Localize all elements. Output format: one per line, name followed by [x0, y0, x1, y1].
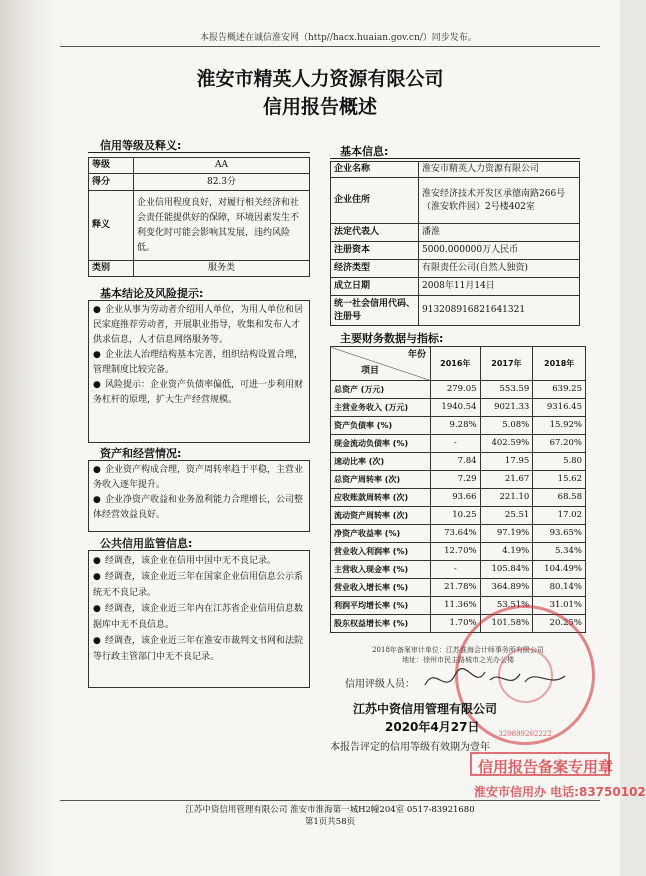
table-row	[331, 561, 586, 579]
table-row	[331, 296, 580, 326]
financial-body	[331, 381, 586, 633]
metric-label: 总资产周转率 (次)	[331, 471, 431, 489]
table-row	[331, 260, 580, 278]
metric-label: 流动资产周转率 (次)	[331, 507, 431, 525]
evaluator-label: 信用评级人员：	[345, 679, 415, 690]
metric-value: 21.67	[480, 471, 533, 489]
metric-value: 7.84	[431, 453, 481, 471]
table-row	[89, 261, 310, 277]
metric-value: 1940.54	[431, 399, 481, 417]
info-value: 淮安市精英人力资源有限公司	[419, 162, 580, 178]
info-value: 5000.000000万人民币	[419, 242, 580, 260]
metric-label: 主营业务收入 (万元)	[331, 399, 431, 417]
bullet-icon: ●	[93, 556, 101, 566]
metric-value: 20.25%	[533, 615, 586, 633]
metric-value: 73.64%	[431, 525, 481, 543]
report-date: 2020年4月27日	[385, 720, 480, 734]
metric-value: 93.66	[431, 489, 481, 507]
list-item: ● 企业资产构成合理，资产周转率趋于平稳，主营业务收入逐年提升。	[93, 465, 304, 490]
metric-label: 净资产收益率 (%)	[331, 525, 431, 543]
info-label: 统一社会信用代码、注册号	[331, 296, 419, 326]
basic-info-heading: 基本信息:	[340, 145, 389, 158]
metric-value: 105.84%	[480, 561, 533, 579]
table-row	[331, 417, 586, 435]
list-item: ● 企业从事为劳动者介绍用人单位，为用人单位和居民家庭推荐劳动者，开展职业指导，收集和发布人才供求信息，人才信息网络服务等。	[93, 305, 304, 345]
metric-label: 总资产 (万元)	[331, 381, 431, 399]
corner-cell	[331, 347, 431, 381]
public-supervision-box	[88, 550, 310, 688]
metric-value: 80.14%	[533, 579, 586, 597]
info-label: 企业名称	[331, 162, 419, 178]
metric-value: 9316.45	[533, 399, 586, 417]
asset-status-box	[88, 460, 310, 532]
public-supervision-heading: 公共信用监管信息:	[100, 537, 193, 550]
metric-value: 53.51%	[480, 597, 533, 615]
table-row	[331, 507, 586, 525]
table-row	[331, 381, 586, 399]
filing-stamp-phone: 淮安市信用办 电话:83750102	[474, 785, 646, 799]
metric-value: -	[431, 435, 481, 453]
metric-value: 553.59	[480, 381, 533, 399]
table-row	[89, 174, 310, 191]
metric-value: 4.19%	[480, 543, 533, 561]
bullet-icon: ●	[93, 604, 101, 614]
metric-value: 221.10	[480, 489, 533, 507]
table-row	[331, 489, 586, 507]
basic-info-table	[330, 161, 580, 326]
basic-conclusion-heading: 基本结论及风险提示:	[100, 287, 204, 300]
footer: 江苏中资信用管理有限公司 淮安市淮海第一城H2幢204室 0517-83921680	[60, 800, 600, 815]
metric-value: 402.59%	[480, 435, 533, 453]
bullet-icon: ●	[93, 380, 101, 390]
stamp-number: 320899202222	[498, 730, 552, 738]
table-row	[331, 543, 586, 561]
metric-value: 5.08%	[480, 417, 533, 435]
info-label: 成立日期	[331, 278, 419, 296]
metric-value: 25.51	[480, 507, 533, 525]
financial-table	[330, 346, 586, 633]
metric-value: 5.34%	[533, 543, 586, 561]
bullet-icon: ●	[93, 636, 101, 646]
year-header: 2017年	[480, 347, 533, 381]
asset-status-heading: 资产和经营情况:	[100, 447, 182, 460]
list-item: ● 经调查，该企业在信用中国中无不良记录。	[93, 553, 305, 569]
metric-value: 21.78%	[431, 579, 481, 597]
metric-label: 现金流动负债率 (%)	[331, 435, 431, 453]
metric-value: 31.01%	[533, 597, 586, 615]
bullet-icon: ●	[93, 305, 101, 315]
filing-stamp: 信用报告备案专用章	[470, 752, 610, 776]
metric-label: 股东权益增长率 (%)	[331, 615, 431, 633]
metric-value: 12.70%	[431, 543, 481, 561]
metric-value: 17.95	[480, 453, 533, 471]
table-row	[331, 471, 586, 489]
score-label: 得分	[89, 174, 134, 191]
table-row	[331, 525, 586, 543]
bullet-icon: ●	[93, 572, 101, 582]
info-value: 2008年11月14日	[419, 278, 580, 296]
year-header: 2018年	[533, 347, 586, 381]
table-row	[331, 242, 580, 260]
metric-value: 9021.33	[480, 399, 533, 417]
metric-value: 9.28%	[431, 417, 481, 435]
list-item: ● 企业净资产收益和业务盈利能力合理增长，公司整体经营效益良好。	[93, 495, 304, 520]
metric-label: 速动比率 (次)	[331, 453, 431, 471]
metric-value: 101.58%	[480, 615, 533, 633]
bullet-icon: ●	[93, 350, 101, 360]
info-label: 经济类型	[331, 260, 419, 278]
audit-address: 地址：徐州市民主路城市之光办公楼	[402, 656, 514, 664]
metric-value: 639.25	[533, 381, 586, 399]
metric-label: 营业收入增长率 (%)	[331, 579, 431, 597]
info-label: 企业住所	[331, 178, 419, 224]
list-item: ● 企业法人治理结构基本完善，组织结构设置合理，管理制度比较完备。	[93, 350, 304, 375]
audit-note: 2018年备案审计单位：江苏淮海会计师事务所有限公司	[372, 646, 544, 654]
table-row	[331, 453, 586, 471]
basic-conclusion-box	[88, 300, 310, 443]
table-row	[331, 579, 586, 597]
credit-grade-table	[88, 157, 310, 277]
metric-value: 68.58	[533, 489, 586, 507]
metric-label: 应收账款周转率 (次)	[331, 489, 431, 507]
metric-value: 364.89%	[480, 579, 533, 597]
bullet-icon: ●	[93, 495, 101, 505]
company-title: 淮安市精英人力资源有限公司	[196, 68, 444, 90]
metric-value: 17.02	[533, 507, 586, 525]
page-number: 第1页共58页	[304, 817, 356, 827]
table-row	[331, 162, 580, 178]
metric-value: 5.80	[533, 453, 586, 471]
table-row	[89, 158, 310, 174]
publication-banner: 本报告概述在诚信淮安网（http//hacx.huaian.gov.cn/）同步发布。	[200, 33, 477, 43]
bullet-icon: ●	[93, 465, 101, 475]
score-value: 82.3分	[134, 174, 310, 191]
table-row	[331, 399, 586, 417]
grade-value: AA	[134, 158, 310, 174]
header-rule	[60, 46, 600, 47]
metric-value: 93.65%	[533, 525, 586, 543]
info-value: 潘淮	[419, 224, 580, 242]
table-row	[89, 191, 310, 261]
table-row	[331, 435, 586, 453]
info-value: 有限责任公司(自然人独资)	[419, 260, 580, 278]
metric-value: 11.36%	[431, 597, 481, 615]
definition-value: 企业信用程度良好，对履行相关经济和社会责任能提供好的保障，环境因素发生不利变化时可能会影响其发展，违约风险低。	[134, 191, 310, 261]
info-value: 淮安经济技术开发区承德南路266号（淮安软件园）2号楼402室	[419, 178, 580, 224]
definition-label: 释义	[89, 191, 134, 261]
category-value: 服务类	[134, 261, 310, 277]
metric-value: 15.62	[533, 471, 586, 489]
info-label: 注册资本	[331, 242, 419, 260]
info-value: 913208916821641321	[419, 296, 580, 326]
financial-heading: 主要财务数据与指标:	[340, 332, 444, 345]
heading-rule	[330, 158, 580, 159]
info-label: 法定代表人	[331, 224, 419, 242]
validity-statement: 本报告评定的信用等级有效期为壹年	[330, 742, 490, 753]
metric-value: 104.49%	[533, 561, 586, 579]
metric-value: 279.05	[431, 381, 481, 399]
list-item: ● 风险提示：企业资产负债率偏低，可进一步利用财务杠杆的原理，扩大生产经营规模。	[93, 380, 304, 405]
category-label: 类别	[89, 261, 134, 277]
evaluator-signature	[420, 660, 570, 700]
table-header-row	[331, 347, 586, 381]
corner-year-label: 年份	[407, 350, 426, 360]
credit-grade-heading: 信用等级及释义:	[100, 139, 182, 152]
metric-value: 7.29	[431, 471, 481, 489]
metric-value: 10.25	[431, 507, 481, 525]
year-header: 2016年	[431, 347, 481, 381]
report-title: 信用报告概述	[262, 96, 377, 118]
metric-value: 67.20%	[533, 435, 586, 453]
metric-value: 1.70%	[431, 615, 481, 633]
list-item: ● 经调查，该企业近三年在淮安市裁判文书网和法院等行政主管部门中无不良记录。	[93, 633, 305, 665]
org-name: 江苏中资信用管理有限公司	[353, 702, 498, 716]
grade-label: 等级	[89, 158, 134, 174]
list-item: ● 经调查，该企业近三年在国家企业信用信息公示系统无不良记录。	[93, 569, 305, 601]
table-row	[331, 178, 580, 224]
heading-rule	[88, 152, 310, 153]
table-row	[331, 278, 580, 296]
binding-shadow	[0, 0, 58, 876]
metric-value: -	[431, 561, 481, 579]
metric-label: 资产负债率 (%)	[331, 417, 431, 435]
list-item: ● 经调查，该企业近三年内在江苏省企业信用信息数据库中无不良信息。	[93, 601, 305, 633]
metric-value: 15.92%	[533, 417, 586, 435]
metric-label: 营业收入利润率 (%)	[331, 543, 431, 561]
metric-value: 97.19%	[480, 525, 533, 543]
corner-item-label: 项目	[361, 366, 380, 376]
metric-label: 主营收入现金率 (%)	[331, 561, 431, 579]
metric-label: 利润平均增长率 (%)	[331, 597, 431, 615]
table-row	[331, 224, 580, 242]
